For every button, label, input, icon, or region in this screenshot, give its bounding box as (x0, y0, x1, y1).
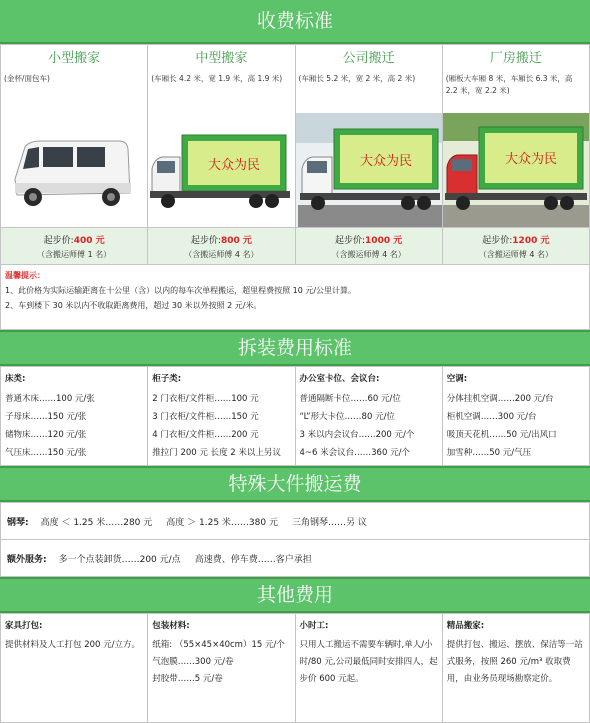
extra-item: 多一个点装卸货……200 元/点 (58, 554, 181, 565)
price-band (148, 227, 294, 264)
price-label: 起步价: (335, 236, 366, 246)
other-text: 只用人工搬运不需要车辆时,单人/小时/80 元,公司最低同时安排四人，起步价 600 元起。 (299, 640, 438, 684)
special-fee-table (0, 502, 590, 577)
piano-item: 高度 ＜ 1.25 米……280 元 (40, 517, 153, 528)
fee-item: 加雪种……50 元/气压 (446, 448, 532, 458)
fee-item: 2 门衣柜/文件柜……100 元 (152, 394, 259, 404)
fee-item: 3 门衣柜/文件柜……150 元 (152, 412, 259, 422)
price-note: （含搬运师傅 1 名） (37, 250, 112, 259)
fee-item: 子母床……150 元/张 (5, 412, 87, 422)
col-head: 床类: (5, 374, 26, 384)
plan-name: 小型搬家 (48, 51, 101, 66)
plan-spec: (车厢长 5.2 米，宽 2 米，高 2 米) (298, 74, 416, 83)
fee-item: 气压床……150 元/张 (5, 448, 87, 458)
price-label: 起步价: (43, 236, 74, 246)
plan-name: 公司搬迁 (342, 51, 395, 66)
plan-name: 中型搬家 (195, 51, 248, 66)
col-head: 小时工: (299, 621, 329, 631)
price-note: （含搬运师傅 4 名） (331, 250, 406, 259)
piano-row (1, 503, 590, 540)
col-head: 办公室卡位、会议台: (299, 374, 380, 384)
plan-spec: (厢板大车厢 8 米，车厢长 6.3 米，高 2.2 米，宽 2.2 米) (445, 74, 573, 95)
col-head: 家具打包: (5, 621, 43, 631)
price-note: （含搬运师傅 4 名） (478, 250, 553, 259)
material-item: 纸箱: （55×45×40cm）15 元/个 (152, 640, 285, 650)
fee-item: 储物床……120 元/张 (5, 430, 87, 440)
material-item: 封胶带……5 元/卷 (152, 674, 223, 684)
truck-slogan: 大众为民 (504, 152, 557, 167)
other-text: 提供材料及人工打包 200 元/立方。 (5, 640, 140, 650)
install-col-office (295, 367, 442, 466)
price-value: 1200 元 (512, 236, 550, 246)
other-col-hourly (295, 614, 442, 723)
other-col-packing (1, 614, 148, 723)
other-fee-header: 其他费用 (0, 577, 590, 613)
piano-item: 三角钢琴……另 议 (291, 517, 367, 528)
special-fee-header: 特殊大件搬运费 (0, 466, 590, 502)
fee-item: 推拉门 200 元 长度 2 米以上另议 (152, 448, 281, 458)
tips-box (1, 265, 590, 330)
plan-spec: (车厢长 4.2 米，宽 1.9 米，高 1.9 米) (151, 74, 283, 83)
price-band (1, 227, 147, 264)
plans-table (0, 44, 590, 330)
install-col-aircon (442, 367, 589, 466)
truck-image (296, 113, 442, 227)
col-head: 包装材料: (152, 621, 190, 631)
other-fee-table (0, 613, 590, 723)
extra-label: 额外服务: (7, 554, 47, 565)
price-value: 1000 元 (365, 236, 403, 246)
price-value: 800 元 (220, 236, 252, 246)
tips-line-2: 2、车到楼下 30 米以内不收取距离费用，超过 30 米以外按照 2 元/米。 (5, 301, 262, 310)
fee-item: 柜机空调……300 元/台 (446, 412, 537, 422)
fee-item: 分体挂机空调……200 元/台 (446, 394, 554, 404)
extra-service-row (1, 540, 590, 577)
extra-item: 高速费、停车费……客户承担 (194, 554, 312, 565)
plan-spec: (金杯/面包车) (4, 74, 50, 83)
piano-label: 钢琴: (7, 517, 29, 528)
tips-line-1: 1、此价格为实际运输距离在十公里（含）以内的每车次单程搬运，超里程费按照 10 元/公里计算。 (5, 286, 357, 295)
col-head: 柜子类: (152, 374, 182, 384)
page-title: 收费标准 (0, 0, 590, 44)
truck-slogan: 大众为民 (359, 154, 412, 169)
install-col-beds (1, 367, 148, 466)
fee-item: 吸顶天花机……50 元/出风口 (446, 430, 557, 440)
fee-item: 普通木床……100 元/张 (5, 394, 95, 404)
install-fee-header: 拆装费用标准 (0, 330, 590, 366)
other-col-premium (442, 614, 589, 723)
piano-item: 高度 ＞ 1.25 米……380 元 (166, 517, 278, 528)
fee-item: 3 米以内会议台……200 元/个 (299, 430, 415, 440)
van-image (1, 113, 147, 227)
other-col-materials (148, 614, 295, 723)
fee-item: 4~6 米会议台……360 元/个 (299, 448, 410, 458)
truck-image (148, 113, 294, 227)
other-text: 提供打包、搬运、摆放、保洁等一站式服务，按照 260 元/m³ 收取费用，由业务员现场勘察定价。 (446, 640, 583, 684)
plan-card-medium (148, 45, 295, 265)
col-head: 空调: (446, 374, 468, 384)
fee-item: 普通隔断卡位……60 元/位 (299, 394, 401, 404)
fee-item: 4 门衣柜/文件柜……200 元 (152, 430, 259, 440)
install-col-cabinets (148, 367, 295, 466)
price-label: 起步价: (482, 236, 513, 246)
price-band (296, 227, 442, 264)
plan-name: 厂房搬迁 (489, 51, 542, 66)
tips-title: 温馨提示： (5, 271, 45, 280)
truck-slogan: 大众为民 (208, 158, 261, 173)
truck-image (443, 113, 589, 227)
price-value: 400 元 (73, 236, 105, 246)
material-item: 气泡膜……300 元/卷 (152, 657, 234, 667)
price-band (443, 227, 589, 264)
fee-item: “L”形大卡位……80 元/位 (299, 412, 395, 422)
col-head: 精品搬家: (446, 621, 485, 631)
plan-card-office (295, 45, 442, 265)
plan-card-small (1, 45, 148, 265)
price-note: （含搬运师傅 4 名） (184, 250, 259, 259)
price-label: 起步价: (190, 236, 221, 246)
install-fee-table (0, 366, 590, 466)
plan-card-factory (442, 45, 589, 265)
